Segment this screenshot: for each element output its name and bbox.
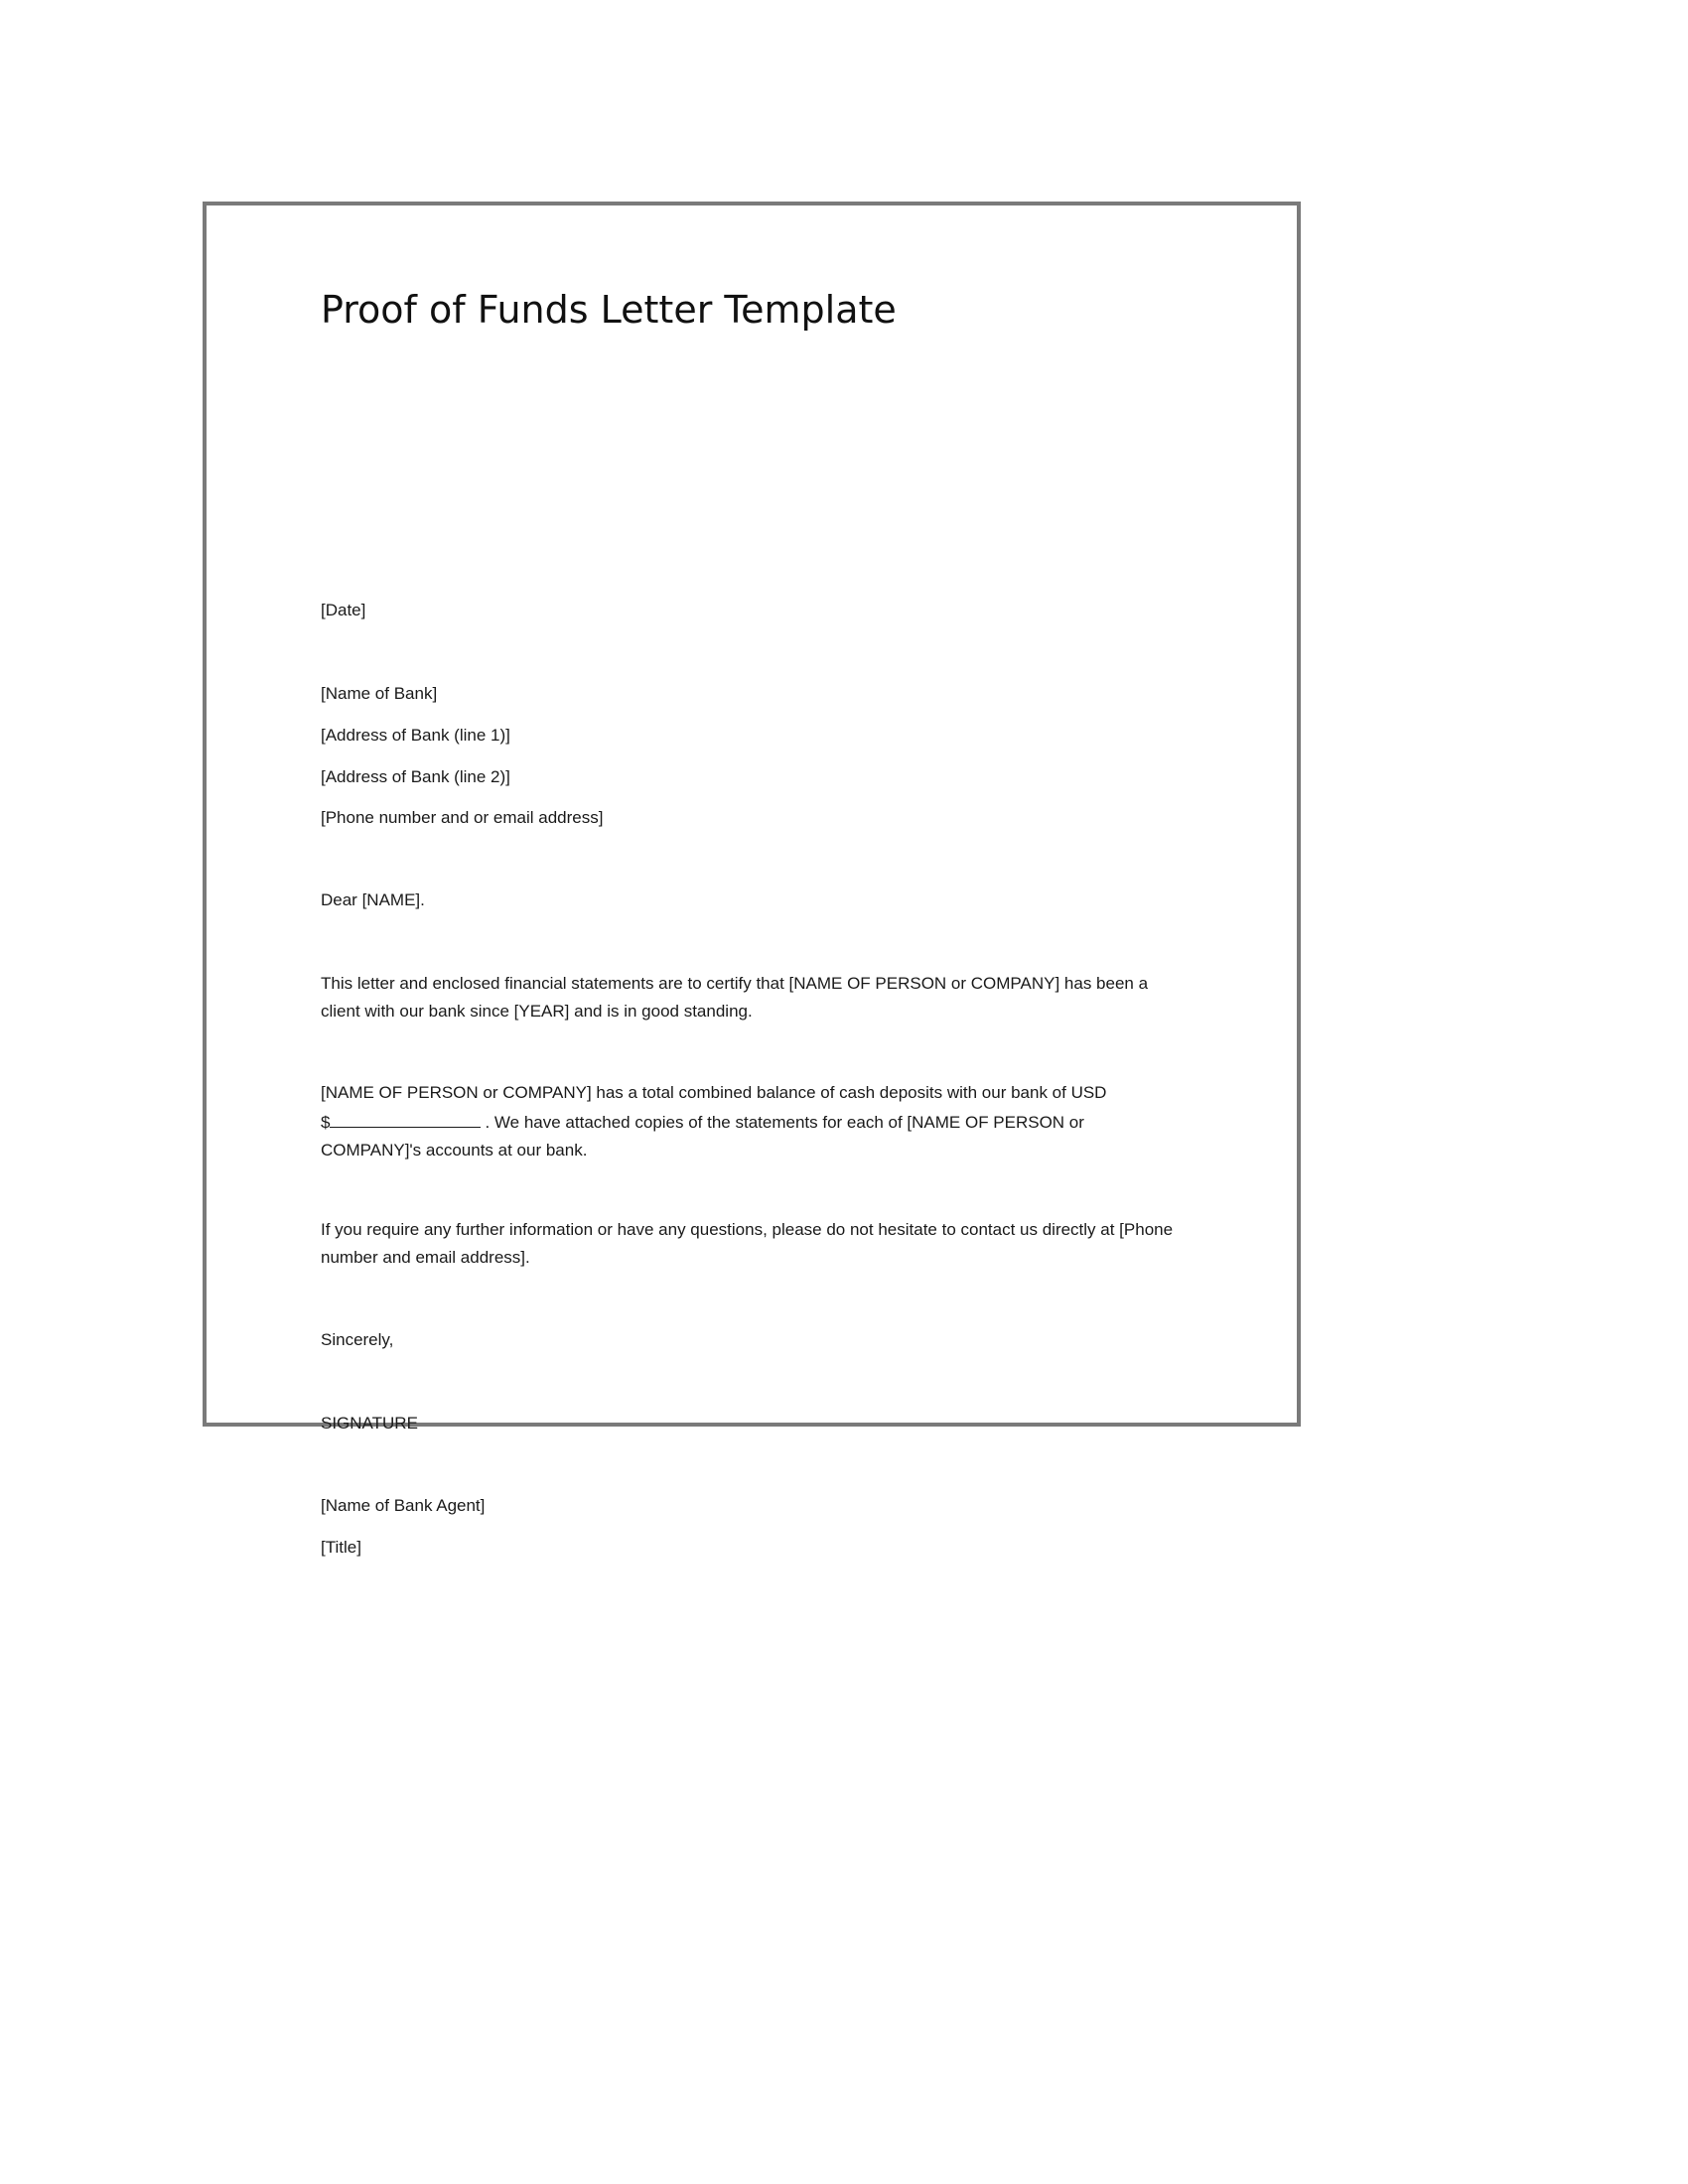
bank-agent-title: [Title]	[321, 1538, 361, 1557]
amount-blank	[330, 1107, 481, 1128]
date-field: [Date]	[321, 601, 366, 619]
salutation: Dear [NAME].	[321, 890, 425, 909]
signature: SIGNATURE	[321, 1414, 418, 1433]
balance-line2	[321, 1107, 1175, 1137]
balance-line3: COMPANY]'s accounts at our bank.	[321, 1141, 588, 1160]
bank-address-line1: [Address of Bank (line 1)]	[321, 726, 510, 745]
bank-address-line2: [Address of Bank (line 2)]	[321, 767, 510, 786]
balance-after-blank: . We have attached copies of the statements for each of [NAME OF PERSON or	[485, 1113, 1084, 1132]
paragraph-balance	[321, 1079, 1175, 1164]
document-title: Proof of Funds Letter Template	[321, 288, 897, 332]
paragraph-certification: This letter and enclosed financial statements are to certify that [NAME OF PERSON or COMPANY] has been a client with our bank since [YEAR] and is in good standing.	[321, 974, 1149, 1021]
paragraph-contact: If you require any further information or have any questions, please do not hesitate to contact us directly at [Phone number and email address].	[321, 1220, 1174, 1267]
bank-contact: [Phone number and or email address]	[321, 808, 604, 827]
letter-page	[203, 202, 1301, 1557]
bank-agent-name: [Name of Bank Agent]	[321, 1496, 486, 1515]
closing: Sincerely,	[321, 1330, 394, 1349]
currency-symbol: $	[321, 1113, 331, 1132]
bank-name: [Name of Bank]	[321, 684, 438, 703]
balance-line1: [NAME OF PERSON or COMPANY] has a total combined balance of cash deposits with our bank of USD	[321, 1083, 1107, 1102]
